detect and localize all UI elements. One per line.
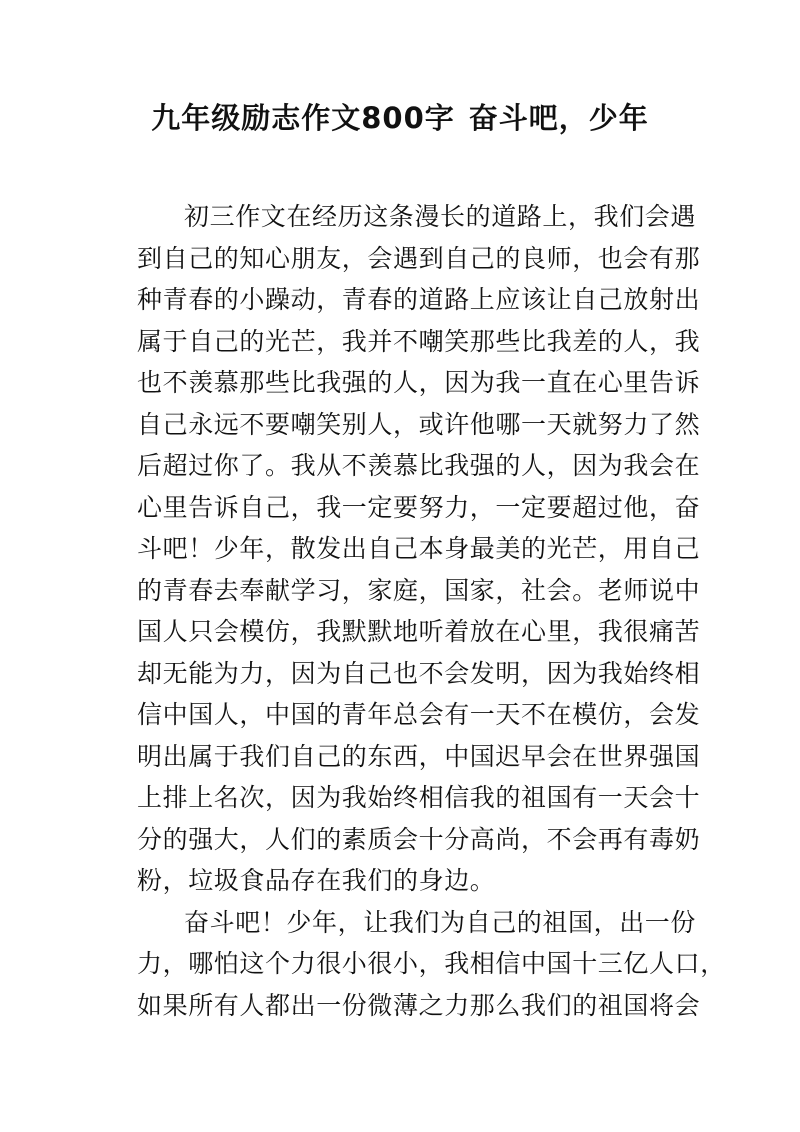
text-line: 粉，垃圾食品存在我们的身边。 bbox=[137, 866, 496, 895]
text-line: 属于自己的光芒，我并不嘲笑那些比我差的人，我 bbox=[137, 326, 701, 356]
text-line: 后超过你了。我从不羡慕比我强的人，因为我会在 bbox=[137, 451, 701, 480]
text-line: 斗吧！少年，散发出自己本身最美的光芒，用自己 bbox=[137, 534, 701, 563]
paragraph-1 bbox=[137, 196, 701, 902]
text-line: 心里告诉自己，我一定要努力，一定要超过他，奋 bbox=[137, 492, 701, 522]
text-line: 的青春去奉献学习，家庭，国家，社会。老师说中 bbox=[137, 575, 701, 605]
text-line: 明出属于我们自己的东西，中国迟早会在世界强国 bbox=[137, 741, 701, 771]
text-line: 如果所有人都出一份微薄之力那么我们的祖国将会 bbox=[137, 990, 701, 1020]
text-line: 分的强大，人们的素质会十分高尚，不会再有毒奶 bbox=[137, 824, 701, 854]
text-line: 国人只会模仿，我默默地听着放在心里，我很痛苦 bbox=[137, 617, 701, 646]
text-line: 初三作文在经历这条漫长的道路上，我们会遇 bbox=[184, 202, 697, 231]
text-line: 奋斗吧！少年，让我们为自己的祖国，出一份 bbox=[184, 907, 697, 937]
essay-body bbox=[137, 196, 726, 1026]
text-line: 也不羡慕那些比我强的人，因为我一直在心里告诉 bbox=[137, 368, 701, 397]
text-line: 信中国人，中国的青年总会有一天不在模仿，会发 bbox=[137, 700, 701, 729]
text-line: 却无能为力，因为自己也不会发明，因为我始终相 bbox=[137, 658, 701, 688]
title-main: 九年级励志作文800字 bbox=[151, 101, 455, 135]
text-line: 自己永远不要嘲笑别人，或许他哪一天就努力了然 bbox=[137, 409, 701, 439]
text-line: 力，哪怕这个力很小很小，我相信中国十三亿人口， bbox=[137, 949, 726, 978]
paragraph-2 bbox=[137, 902, 726, 1027]
text-line: 上排上名次，因为我始终相信我的祖国有一天会十 bbox=[137, 783, 701, 812]
page-title bbox=[0, 96, 800, 140]
text-line: 种青春的小躁动，青春的道路上应该让自己放射出 bbox=[137, 285, 701, 314]
text-line: 到自己的知心朋友，会遇到自己的良师，也会有那 bbox=[137, 243, 701, 273]
title-sub: 奋斗吧，少年 bbox=[468, 101, 649, 135]
